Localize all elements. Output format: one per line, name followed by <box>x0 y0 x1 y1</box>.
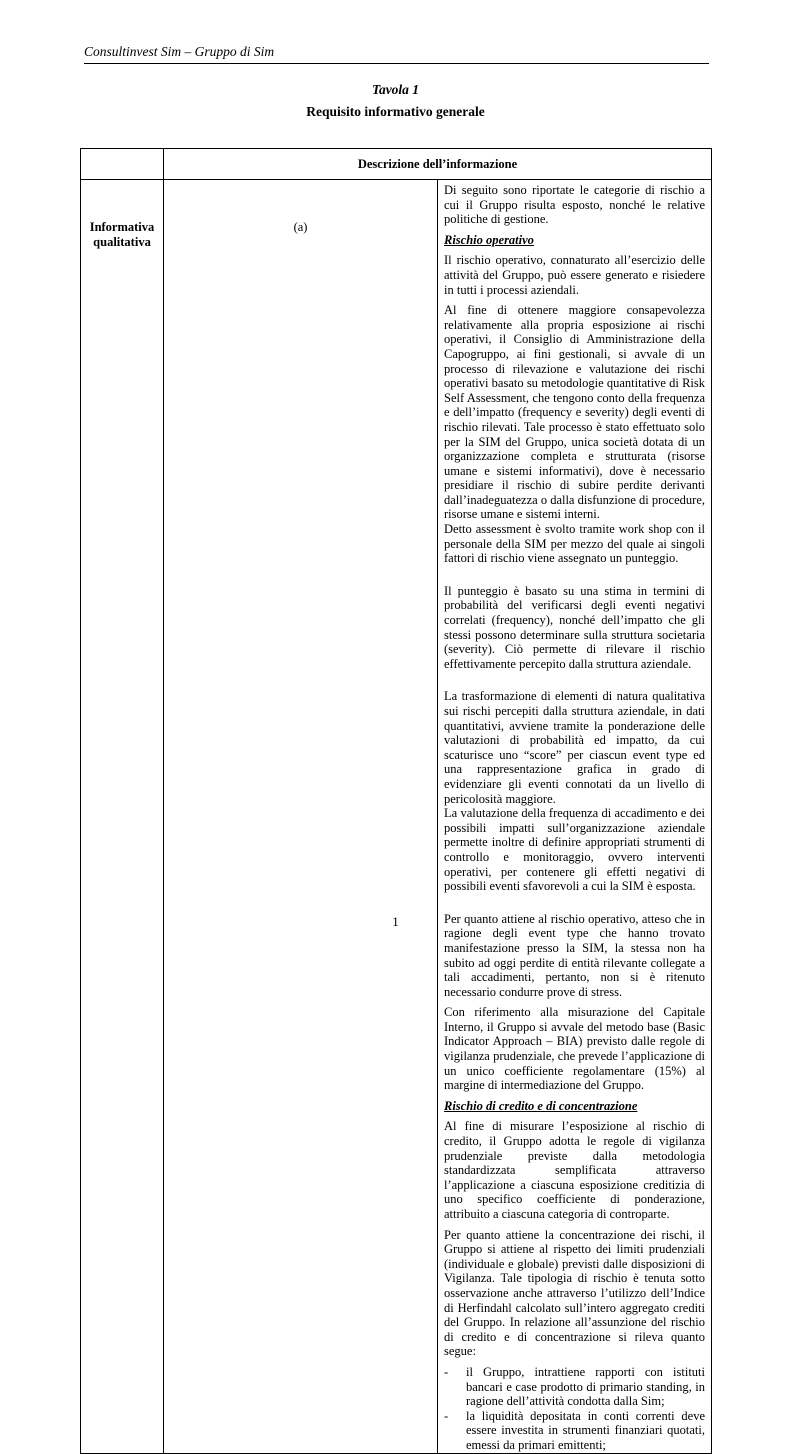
paragraph: Al fine di ottenere maggiore consapevolezza relativamente alla propria esposizione ai rischi operativi, il Consiglio di Amministrazione della Capogruppo, ai fini gestionali, si avvale di un processo di rilevazione e valutazione dei rischi operativi basato su metodologie quantitative di Risk Self Assessment, che tengono conto della frequenza e dell’impatto (frequency e severity) degli eventi di rischio rilevati. Tale processo è stato effettuato solo per la SIM del Gruppo, unica società dotata di un organizzazione completa e strutturata (risorse umane e sistemi informativi), dove è necessario presidiare il rischio di subire perdite derivanti dall’inadeguatezza o dalla disfunzione di procedure, risorse umane e sistemi interni. <box>444 303 705 522</box>
paragraph: Di seguito sono riportate le categorie di rischio a cui il Gruppo risulta esposto, nonché le relative politiche di gestione. <box>444 183 705 227</box>
table-body-row <box>81 180 712 1454</box>
paragraph: Per quanto attiene al rischio operativo, atteso che in ragione degli event type che hanno trovato manifestazione presso la SIM, la stessa non ha subito ad oggi perdite di entità rilevante collegate a tali accadimenti, pertanto, non si è ritenuto necessario condurre prove di stress. <box>444 911 705 999</box>
column-header: Descrizione dell’informazione <box>164 149 712 180</box>
row-label: Informativa qualitativa <box>81 180 164 1454</box>
paragraph: La trasformazione di elementi di natura qualitativa sui rischi percepiti dalla struttura aziendale, in dati quantitativi, avviene tramite la ponderazione delle valutazioni di probabilità ed impatto, da cui scaturisce uno “score” per ciascun event type ed una rappresentazione grafica in grado di evidenziare gli eventi connotati da un livello di pericolosità maggiore. <box>444 689 705 806</box>
info-table <box>80 148 712 1454</box>
list-dash: - <box>444 1364 449 1379</box>
running-header: Consultinvest Sim – Gruppo di Sim <box>84 44 275 59</box>
row-letter: (a) <box>164 180 438 1454</box>
table-subtitle: Requisito informativo generale <box>306 104 485 119</box>
section-heading-operational-risk: Rischio operativo <box>444 232 534 247</box>
list-item <box>444 1409 705 1453</box>
paragraph: Il rischio operativo, connaturato all’esercizio delle attività del Gruppo, può essere generato e risiedere in tutti i processi aziendali. <box>444 253 705 297</box>
table-title: Tavola 1 <box>371 82 420 97</box>
paragraph: Il punteggio è basato su una stima in termini di probabilità del verificarsi degli eventi negativi correlati (frequency), nonché dell’impatto che gli stessi possono determinare sulla struttura societaria (severity). Ciò permette di rilevare il rischio effettivamente percepito dalla struttura aziendale. <box>444 583 705 671</box>
paragraph: Per quanto attiene la concentrazione dei rischi, il Gruppo si attiene al rispetto dei limiti prudenziali (individuale e globale) previsti dalle disposizioni di Vigilanza. Tale tipologia di rischio è tenuta sotto osservazione anche attraverso l’utilizzo dell’Indice di Herfindahl calcolato sull’intero aggregato crediti del Gruppo. In relazione all’assunzione del rischio di credito e di concentrazione si rileva quanto segue: <box>444 1227 705 1359</box>
paragraph: Detto assessment è svolto tramite work shop con il personale della SIM per mezzo del quale ai singoli fattori di rischio viene assegnato un punteggio. <box>444 522 705 566</box>
paragraph: Con riferimento alla misurazione del Capitale Interno, il Gruppo si avvale del metodo base (Basic Indicator Approach – BIA) previsto dalle regole di vigilanza prudenziale, che prevede l’applicazione di un unico coefficiente regolamentare (15%) al margine di intermediazione del Gruppo. <box>444 1005 705 1093</box>
page-number: 1 <box>392 914 399 929</box>
header-rule <box>84 63 709 64</box>
paragraph: Al fine di misurare l’esposizione al rischio di credito, il Gruppo adotta le regole di vigilanza prudenziale previste dalla metodologia standardizzata semplificata attraverso l’applicazione a ciascuna esposizione creditizia di uno specifico coefficiente di ponderazione, attribuito a ciascuna categoria di controparte. <box>444 1119 705 1221</box>
description-cell <box>438 180 712 1454</box>
table-header-row <box>81 149 712 180</box>
list-item-text: il Gruppo, intrattiene rapporti con istituti bancari e case prodotto di primario standing, in ragione dell’attività condotta dalla Sim; <box>466 1364 705 1409</box>
header-empty-cell <box>81 149 164 180</box>
section-heading-credit-risk: Rischio di credito e di concentrazione <box>444 1098 638 1113</box>
paragraph: La valutazione della frequenza di accadimento e dei possibili impatti sull’organizzazione aziendale permette inoltre di definire appropriati strumenti di controllo e monitoraggio, ovvero interventi operativi, per contenere gli effetti negativi di possibili eventi sfavorevoli a cui la SIM è esposta. <box>444 806 705 894</box>
list-dash: - <box>444 1408 449 1423</box>
list-item <box>444 1365 705 1409</box>
list-item-text: la liquidità depositata in conti correnti deve essere investita in strumenti finanziari quotati, emessi da primari emittenti; <box>466 1408 705 1452</box>
